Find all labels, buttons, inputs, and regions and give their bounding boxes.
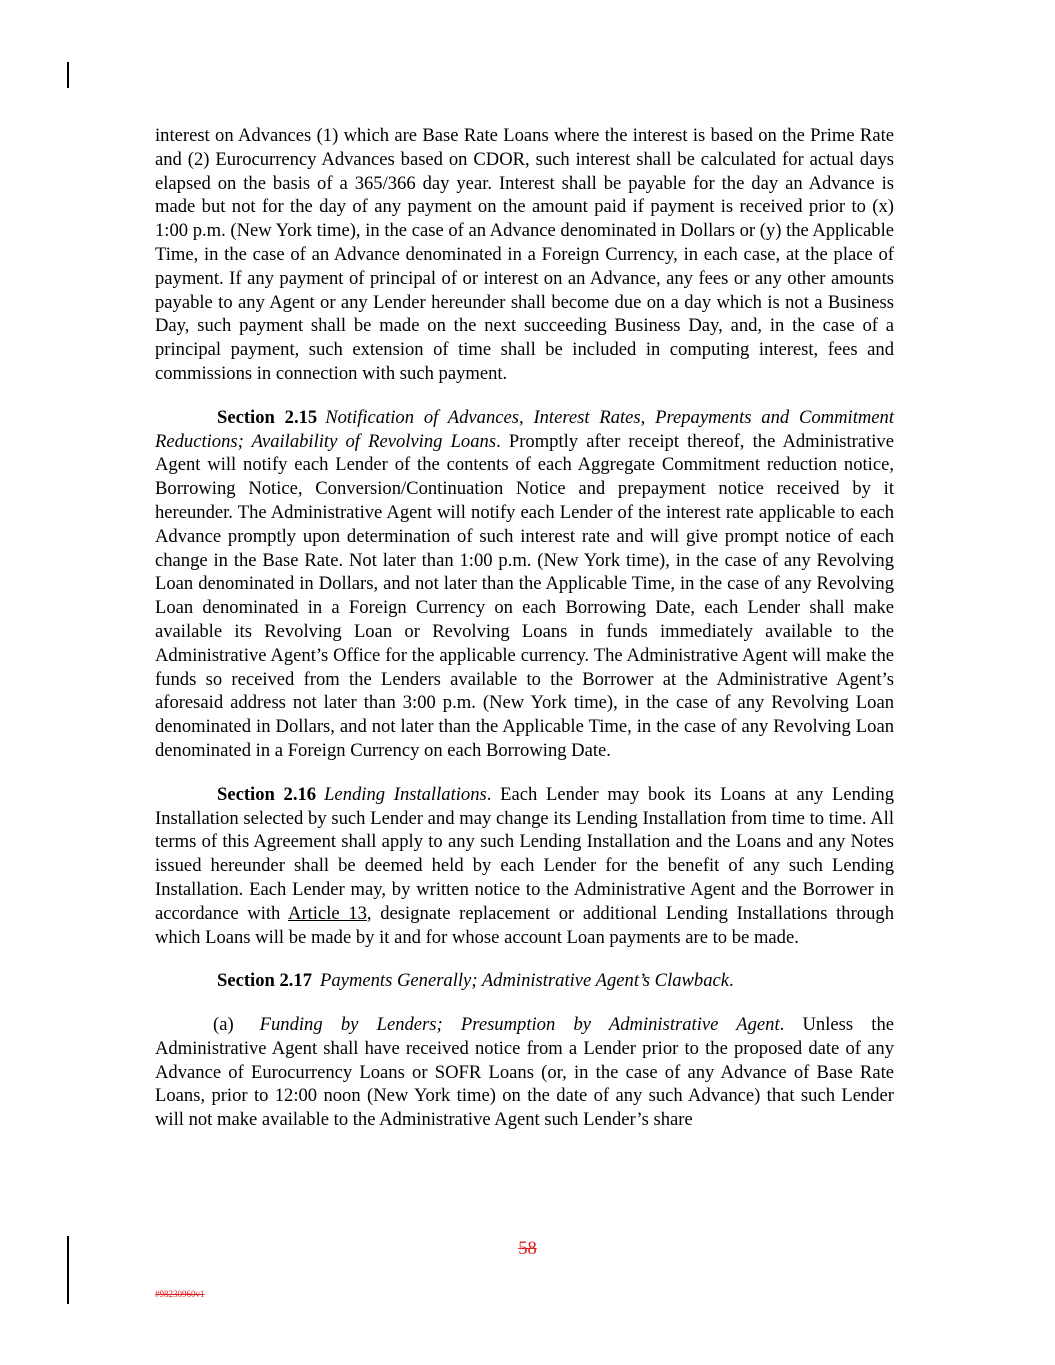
- subsection-a-title: Funding by Lenders; Presumption by Administrative Agent: [259, 1014, 780, 1036]
- page-number: 58: [518, 1238, 537, 1259]
- subsection-a-body: . Unless the Administrative Agent shall have received notice from a Lender prior to the proposed date of any Advance of Eurocurrency Loans or SOFR Loans (or, in the case of any Advance of Base Rate Loans, prior to 12:00 noon (New York time) on the date of any such Advance) that such Lender will not make available to the Administrative Agent such Lender’s share: [155, 1014, 894, 1131]
- section-2-17-heading: [155, 969, 894, 993]
- section-2-15-number: Section 2.15: [217, 406, 318, 428]
- section-2-15-body: . Promptly after receipt thereof, the Administrative Agent will notify each Lender of the contents of each Aggregate Commitment reduction notice, Borrowing Notice, Conversion/Continuation Notice and prepayment notice received by it hereunder. The Administrative Agent will notify each Lender of the interest rate applicable to each Advance promptly upon determination of such interest rate and will give prompt notice of each change in the Base Rate. Not later than 1:00 p.m. (New York time), in the case of any Revolving Loan denominated in Dollars, and not later than the Applicable Time, in the case of any Revolving Loan denominated in a Foreign Currency on each Borrowing Date, each Lender shall make available its Revolving Loan or Revolving Loans in funds immediately available to the Administrative Agent’s Office for the applicable currency. The Administrative Agent will make the funds so received from the Lenders available to the Borrower at the Administrative Agent’s aforesaid address not later than 3:00 p.m. (New York time), in the case of any Revolving Loan denominated in Dollars, and not later than the Applicable Time, in the case of any Revolving Loan denominated in a Foreign Currency on each Borrowing Date.: [155, 430, 894, 761]
- section-2-16-body-end: , designate replacement or additional Lending Installations through which Loans will be made by it and for whose account Loan payments are to be made.: [155, 902, 894, 948]
- section-2-16: [155, 783, 894, 950]
- section-2-16-number: Section 2.16: [217, 783, 317, 805]
- change-bar-top: [67, 62, 69, 88]
- subsection-a: [155, 1013, 894, 1132]
- document-body: [155, 124, 894, 1132]
- section-2-16-body-start: . Each Lender may book its Loans at any Lending Installation selected by such Lender and may change its Lending Installation from time to time. All terms of this Agreement shall apply to any such Lending Installation and the Loans and any Notes issued hereunder shall be deemed held by each Lender for the benefit of any such Lending Installation. Each Lender may, by written notice to the Administrative Agent and the Borrower in accordance with: [155, 783, 895, 924]
- subsection-a-label: (a): [213, 1014, 234, 1036]
- section-2-15: [155, 406, 894, 763]
- section-2-16-title: Lending Installations: [324, 783, 487, 805]
- section-2-17-title: Payments Generally; Administrative Agent’s Clawback: [320, 970, 730, 992]
- section-2-15-title: Notification of Advances, Interest Rates, Prepayments and Commitment Reductions; Availability of Revolving Loans: [155, 406, 895, 452]
- section-2-17-number: Section 2.17: [217, 970, 313, 992]
- article-13-reference: Article 13: [288, 902, 367, 924]
- document-id: #98230960v1: [155, 1289, 205, 1299]
- section-2-17-period: .: [729, 970, 734, 992]
- paragraph-interest: interest on Advances (1) which are Base Rate Loans where the interest is based on the Prime Rate and (2) Eurocurrency Advances based on CDOR, such interest shall be calculated for actual days elapsed on the basis of a 365/366 day year. Interest shall be payable for the day an Advance is made but not for the day of any payment on the amount paid if payment is received prior to (x) 1:00 p.m. (New York time), in the case of an Advance denominated in Dollars or (y) the Applicable Time, in the case of an Advance denominated in a Foreign Currency, in each case, at the place of payment. If any payment of principal of or interest on an Advance, any fees or any other amounts payable to any Agent or any Lender hereunder shall become due on a day which is not a Business Day, such payment shall be made on the next succeeding Business Day, and, in the case of a principal payment, such extension of time shall be included in computing interest, fees and commissions in connection with such payment.: [155, 125, 894, 384]
